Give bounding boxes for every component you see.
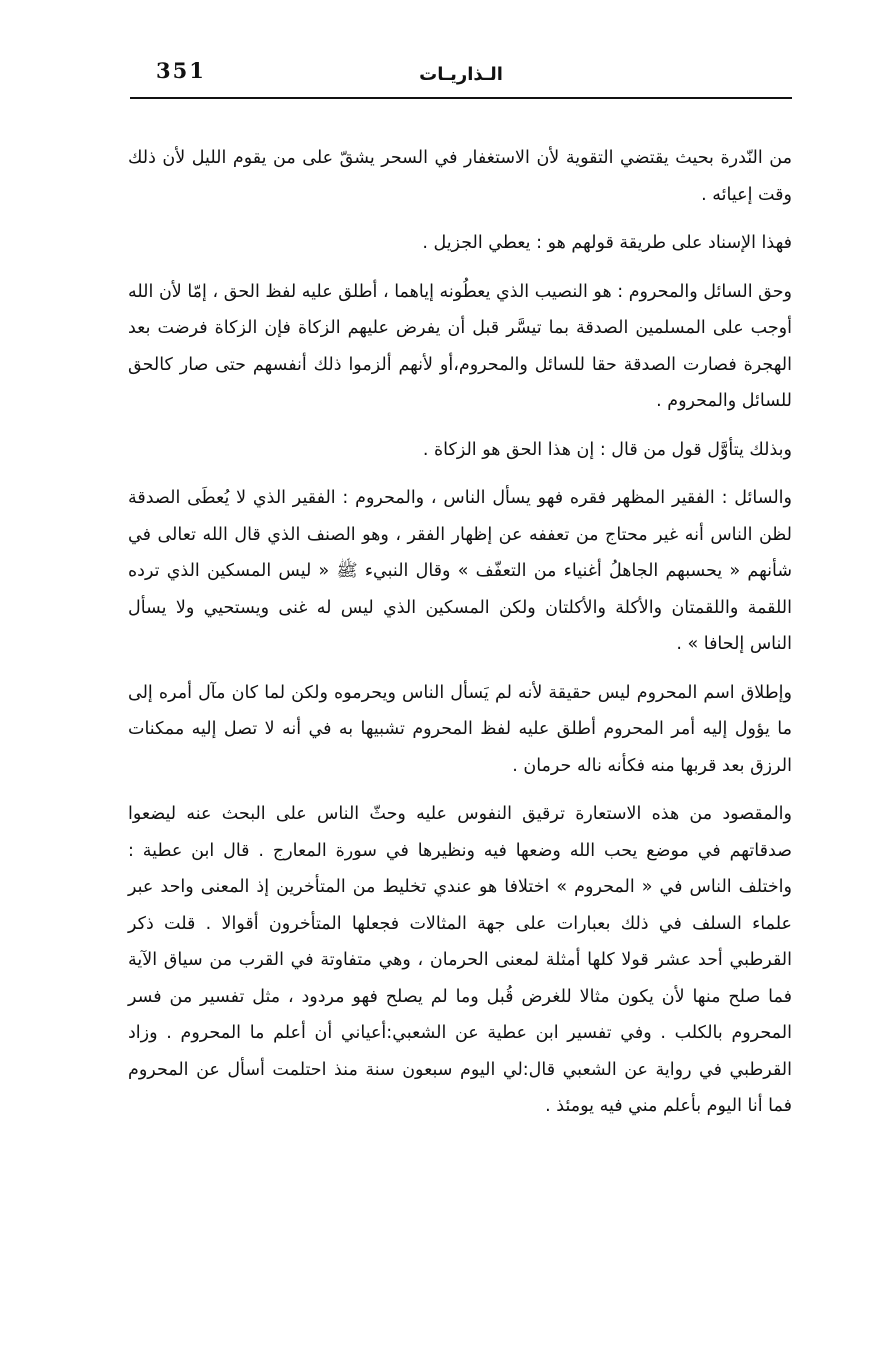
page-header <box>130 52 792 100</box>
paragraph: وحق السائل والمحروم : هو النصيب الذي يعطُونه إياهما ، أطلق عليه لفظ الحق ، إمّا لأن الله أوجب على المسلمين الصدقة بما تيسَّر قبل أن يفرض عليهم الزكاة فإن الزكاة فرضت بعد الهجرة فصارت الصدقة حقا للسائل والمحروم،أو لأنهم ألزموا ذلك أنفسهم حتى صار كالحق للسائل والمحروم . <box>128 281 792 411</box>
paragraph: وبذلك يتأوَّل قول من قال : إن هذا الحق هو الزكاة . <box>422 439 792 460</box>
page-body <box>128 140 792 1137</box>
paragraph: وإطلاق اسم المحروم ليس حقيقة لأنه لم يَسأل الناس ويحرموه ولكن لما كان مآل أمره إلى ما يؤول إليه أمر المحروم أطلق عليه لفظ المحروم تشبيها به في أنه لا تصل إليه ممكنات الرزق بعد قربها منه فكأنه ناله حرمان . <box>128 682 792 776</box>
header-divider <box>130 97 792 99</box>
page-number: 351 <box>156 58 206 83</box>
paragraph: والمقصود من هذه الاستعارة ترقيق النفوس عليه وحثّ الناس على البحث عنه ليضعوا صدقاتهم في موضع يحب الله وضعها فيه ونظيرها في سورة المعارج . قال ابن عطية : واختلف الناس في « المحروم » اختلافا هو عندي تخليط من المتأخرين إذ المعنى واحد عبر علماء السلف في ذلك بعبارات على جهة المثالات فجعلها المتأخرون أقوالا . قلت ذكر القرطبي أحد عشر قولا كلها أمثلة لمعنى الحرمان ، وهي متفاوتة في القرب من سياق الآية فما صلح منها لأن يكون مثالا للغرض قُبل وما لم يصلح فهو مردود ، مثل تفسير من فسر المحروم بالكلب . وفي تفسير ابن عطية عن الشعبي:أعياني أن أعلم ما المحروم . وزاد القرطبي في رواية عن الشعبي قال:لي اليوم سبعون سنة منذ احتلمت أسأل عن المحروم فما أنا اليوم بأعلم مني فيه يومئذ . <box>128 804 792 1116</box>
paragraph: فهذا الإسناد على طريقة قولهم هو : يعطي الجزيل . <box>422 233 792 253</box>
paragraph: والسائل : الفقير المظهر فقره فهو يسأل الناس ، والمحروم : الفقير الذي لا يُعطَى الصدقة لظن الناس أنه غير محتاج من تعففه عن إظهار الفقر ، وهو الصنف الذي قال الله تعالى في شأنهم « يحسبهم الجاهلُ أغنياء من التعفّف » وقال النبيء ﷺ « ليس المسكين الذي ترده اللقمة واللقمتان والأكلة والأكلتان ولكن المسكين الذي ليس له غنى ويستحيي ولا يسأل الناس إلحافا » . <box>128 488 792 654</box>
running-title: الـذاريـات <box>419 64 503 85</box>
paragraph: من النّدرة بحيث يقتضي التقوية لأن الاستغفار في السحر يشقّ على من يقوم الليل لأن ذلك وقت إعيائه . <box>128 148 792 205</box>
